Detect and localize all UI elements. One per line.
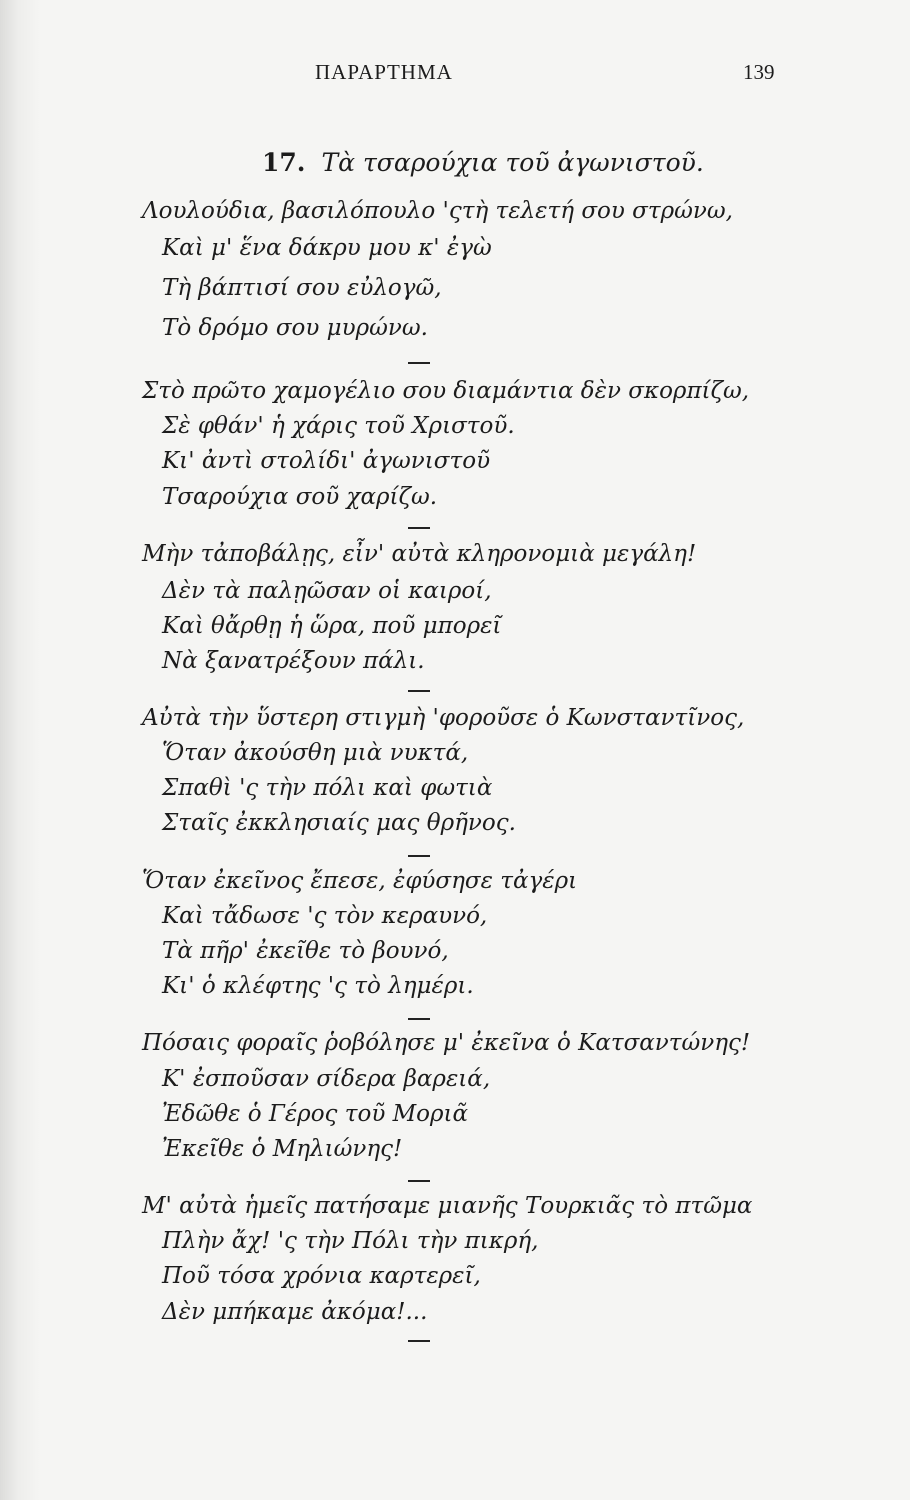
verse-line: Καὶ μ' ἕνα δάκρυ μου κ' ἐγὼ: [162, 235, 492, 261]
stanza-separator: [408, 855, 430, 857]
poem-title: [262, 148, 704, 177]
verse-line: Δὲν μπήκαμε ἀκόμα!...: [162, 1299, 428, 1325]
verse-line: Ἐδῶθε ὁ Γέρος τοῦ Μοριᾶ: [162, 1101, 469, 1127]
stanza-separator: [408, 362, 430, 364]
verse-line: Κ' ἐσποῦσαν σίδερα βαρειά,: [162, 1066, 491, 1092]
verse-line: Μ' αὐτὰ ἡμεῖς πατήσαμε μιανῆς Τουρκιᾶς τὸ πτῶμα: [142, 1193, 753, 1219]
stanza-separator: [408, 1018, 430, 1020]
verse-line: Καὶ θἄρθῃ ἡ ὥρα, ποῦ μπορεῖ: [162, 613, 502, 639]
verse-line: Τσαρούχια σοῦ χαρίζω.: [162, 484, 438, 510]
verse-line: Σταῖς ἐκκλησιαίς μας θρῆνος.: [162, 810, 516, 836]
verse-line: Κι' ὁ κλέφτης 'ς τὸ λημέρι.: [162, 973, 474, 999]
stanza-separator: [408, 1340, 430, 1342]
running-title: ΠΑΡΑΡΤΗΜΑ: [315, 60, 453, 84]
verse-line: Ἐκεῖθε ὁ Μηλιώνης!: [162, 1136, 403, 1162]
verse-line: Σὲ φθάν' ἡ χάρις τοῦ Χριστοῦ.: [162, 413, 515, 439]
verse-line: Πόσαις φοραῖς ῥοβόλησε μ' ἐκεῖνα ὁ Κατσαντώνης!: [142, 1030, 751, 1056]
stanza-separator: [408, 527, 430, 529]
verse-line: Τὰ πῆρ' ἐκεῖθε τὸ βουνό,: [162, 938, 449, 964]
verse-line: Ποῦ τόσα χρόνια καρτερεῖ,: [162, 1263, 481, 1289]
poem-number: 17.: [262, 148, 306, 177]
verse-line: Πλὴν ἄχ! 'ς τὴν Πόλι τὴν πικρή,: [162, 1228, 539, 1254]
verse-line: Τὸ δρόμο σου μυρώνω.: [162, 315, 428, 341]
stanza-separator: [408, 690, 430, 692]
verse-line: Καὶ τἄδωσε 'ς τὸν κεραυνό,: [162, 903, 488, 929]
verse-line: Δὲν τὰ παλῃῶσαν οἱ καιροί,: [162, 578, 492, 604]
verse-line: Ὅταν ἀκούσθη μιὰ νυκτά,: [162, 740, 469, 766]
verse-line: Νὰ ξανατρέξουν πάλι.: [162, 648, 425, 674]
verse-line: Μὴν τἀποβάλῃς, εἶν' αὐτὰ κληρονομιὰ μεγάλη!: [142, 541, 697, 567]
verse-line: Ὅταν ἐκεῖνος ἔπεσε, ἐφύσησε τἀγέρι: [142, 868, 578, 894]
verse-line: Αὐτὰ τὴν ὕστερη στιγμὴ 'φοροῦσε ὁ Κωνσταντῖνος,: [142, 705, 745, 731]
running-head: [0, 60, 910, 90]
page-number: 139: [743, 60, 775, 84]
verse-line: Σπαθὶ 'ς τὴν πόλι καὶ φωτιὰ: [162, 775, 493, 801]
verse-line: Στὸ πρῶτο χαμογέλιο σου διαμάντια δὲν σκορπίζω,: [142, 378, 750, 404]
verse-line: Λουλούδια, βασιλόπουλο 'ςτὴ τελετή σου στρώνω,: [142, 198, 733, 224]
verse-line: Τὴ βάπτισί σου εὐλογῶ,: [162, 275, 442, 301]
verse-line: Κι' ἀντὶ στολίδι' ἀγωνιστοῦ: [162, 448, 491, 474]
poem-title-text: Τὰ τσαρούχια τοῦ ἀγωνιστοῦ.: [321, 148, 704, 177]
stanza-separator: [408, 1180, 430, 1182]
